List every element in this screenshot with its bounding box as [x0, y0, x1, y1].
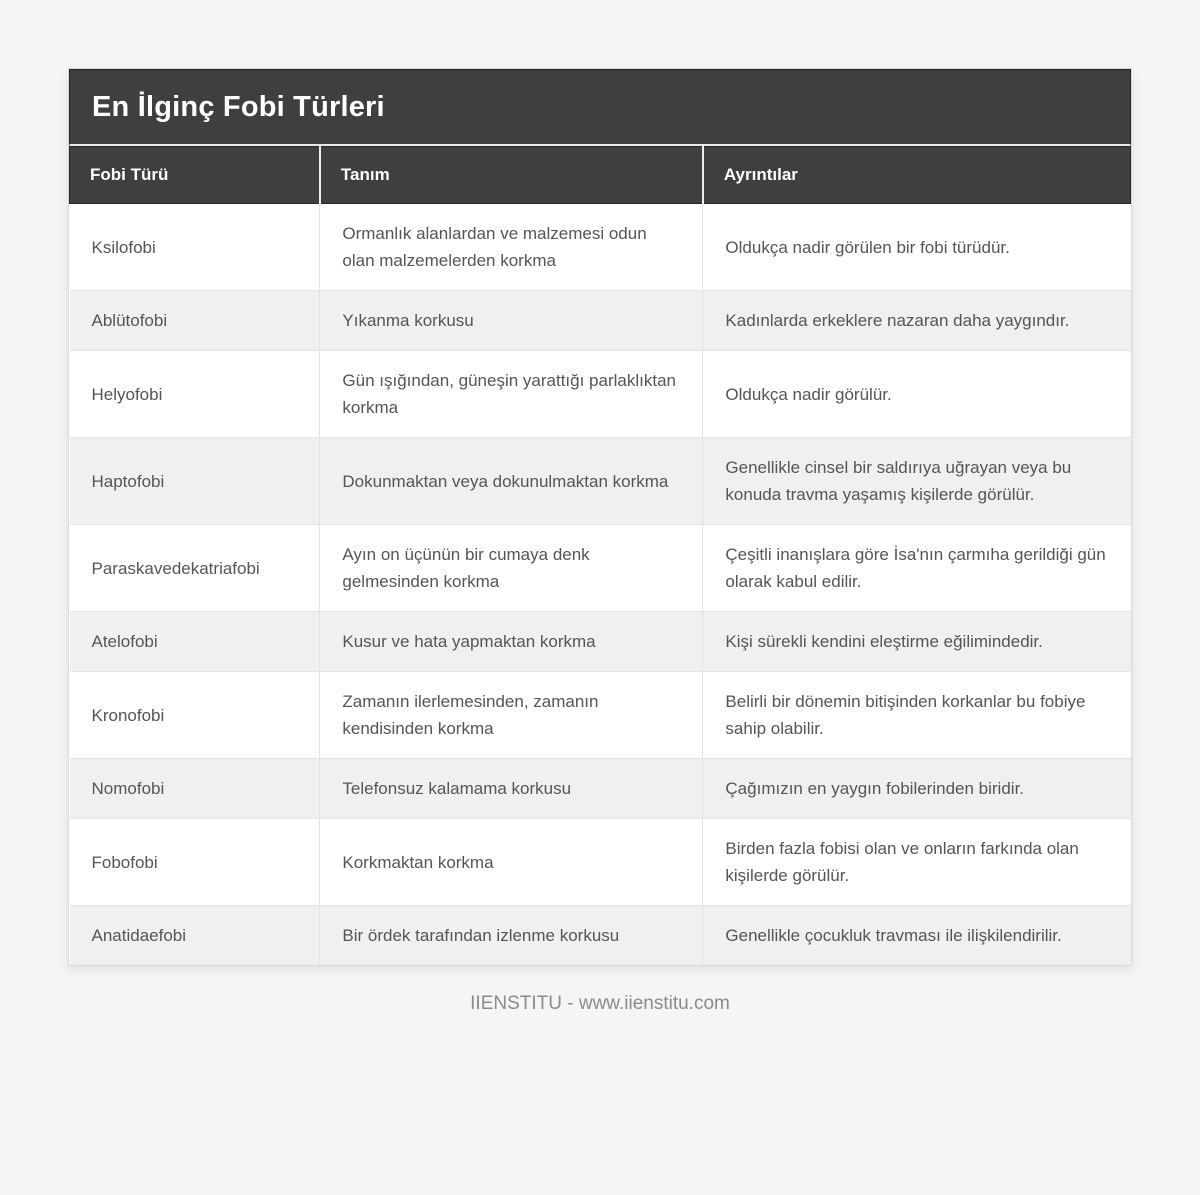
phobia-name-cell: Nomofobi — [70, 759, 320, 819]
phobia-name-cell: Ksilofobi — [70, 204, 320, 291]
phobia-name-cell: Anatidaefobi — [70, 906, 320, 966]
phobia-definition-cell: Gün ışığından, güneşin yarattığı parlaklıktan korkma — [320, 351, 703, 438]
footer-credit: IIENSTITU - www.iienstitu.com — [470, 993, 730, 1014]
phobia-details-cell: Oldukça nadir görülür. — [703, 351, 1131, 438]
phobia-details-cell: Kadınlarda erkeklere nazaran daha yaygındır. — [703, 291, 1131, 351]
table-body — [70, 204, 1131, 966]
column-header-fobi-turu: Fobi Türü — [70, 147, 320, 204]
phobia-definition-cell: Ormanlık alanlardan ve malzemesi odun olan malzemelerden korkma — [320, 204, 703, 291]
phobia-details-cell: Oldukça nadir görülen bir fobi türüdür. — [703, 204, 1131, 291]
table-header — [70, 147, 1131, 204]
phobia-details-cell: Birden fazla fobisi olan ve onların farkında olan kişilerde görülür. — [703, 819, 1131, 906]
phobia-details-cell: Belirli bir dönemin bitişinden korkanlar bu fobiye sahip olabilir. — [703, 672, 1131, 759]
phobia-details-cell: Genellikle çocukluk travması ile ilişkilendirilir. — [703, 906, 1131, 966]
phobia-name-cell: Kronofobi — [70, 672, 320, 759]
phobia-name-cell: Paraskavedekatriafobi — [70, 525, 320, 612]
table-row — [70, 612, 1131, 672]
column-header-ayrintilar: Ayrıntılar — [703, 147, 1131, 204]
table-row — [70, 672, 1131, 759]
phobia-details-cell: Kişi sürekli kendini eleştirme eğilimindedir. — [703, 612, 1131, 672]
phobia-name-cell: Haptofobi — [70, 438, 320, 525]
header-row — [70, 147, 1131, 204]
phobia-name-cell: Fobofobi — [70, 819, 320, 906]
table-row — [70, 438, 1131, 525]
phobia-definition-cell: Dokunmaktan veya dokunulmaktan korkma — [320, 438, 703, 525]
phobia-name-cell: Atelofobi — [70, 612, 320, 672]
phobia-details-cell: Çeşitli inanışlara göre İsa'nın çarmıha gerildiği gün olarak kabul edilir. — [703, 525, 1131, 612]
phobia-definition-cell: Yıkanma korkusu — [320, 291, 703, 351]
phobia-definition-cell: Kusur ve hata yapmaktan korkma — [320, 612, 703, 672]
phobia-definition-cell: Zamanın ilerlemesinden, zamanın kendisinden korkma — [320, 672, 703, 759]
phobia-definition-cell: Ayın on üçünün bir cumaya denk gelmesinden korkma — [320, 525, 703, 612]
page-title: En İlginç Fobi Türleri — [92, 90, 385, 123]
table-title-bar — [69, 69, 1131, 146]
phobia-definition-cell: Korkmaktan korkma — [320, 819, 703, 906]
table-row — [70, 759, 1131, 819]
phobia-details-cell: Genellikle cinsel bir saldırıya uğrayan veya bu konuda travma yaşamış kişilerde görülür. — [703, 438, 1131, 525]
phobia-definition-cell: Bir ördek tarafından izlenme korkusu — [320, 906, 703, 966]
table-row — [70, 525, 1131, 612]
phobia-details-cell: Çağımızın en yaygın fobilerinden biridir. — [703, 759, 1131, 819]
column-header-tanim: Tanım — [320, 147, 703, 204]
table-row — [70, 351, 1131, 438]
table-row — [70, 819, 1131, 906]
phobia-name-cell: Helyofobi — [70, 351, 320, 438]
phobia-definition-cell: Telefonsuz kalamama korkusu — [320, 759, 703, 819]
phobia-table — [69, 146, 1131, 965]
phobia-table-card — [68, 68, 1132, 966]
table-row — [70, 906, 1131, 966]
table-row — [70, 204, 1131, 291]
phobia-name-cell: Ablütofobi — [70, 291, 320, 351]
table-row — [70, 291, 1131, 351]
